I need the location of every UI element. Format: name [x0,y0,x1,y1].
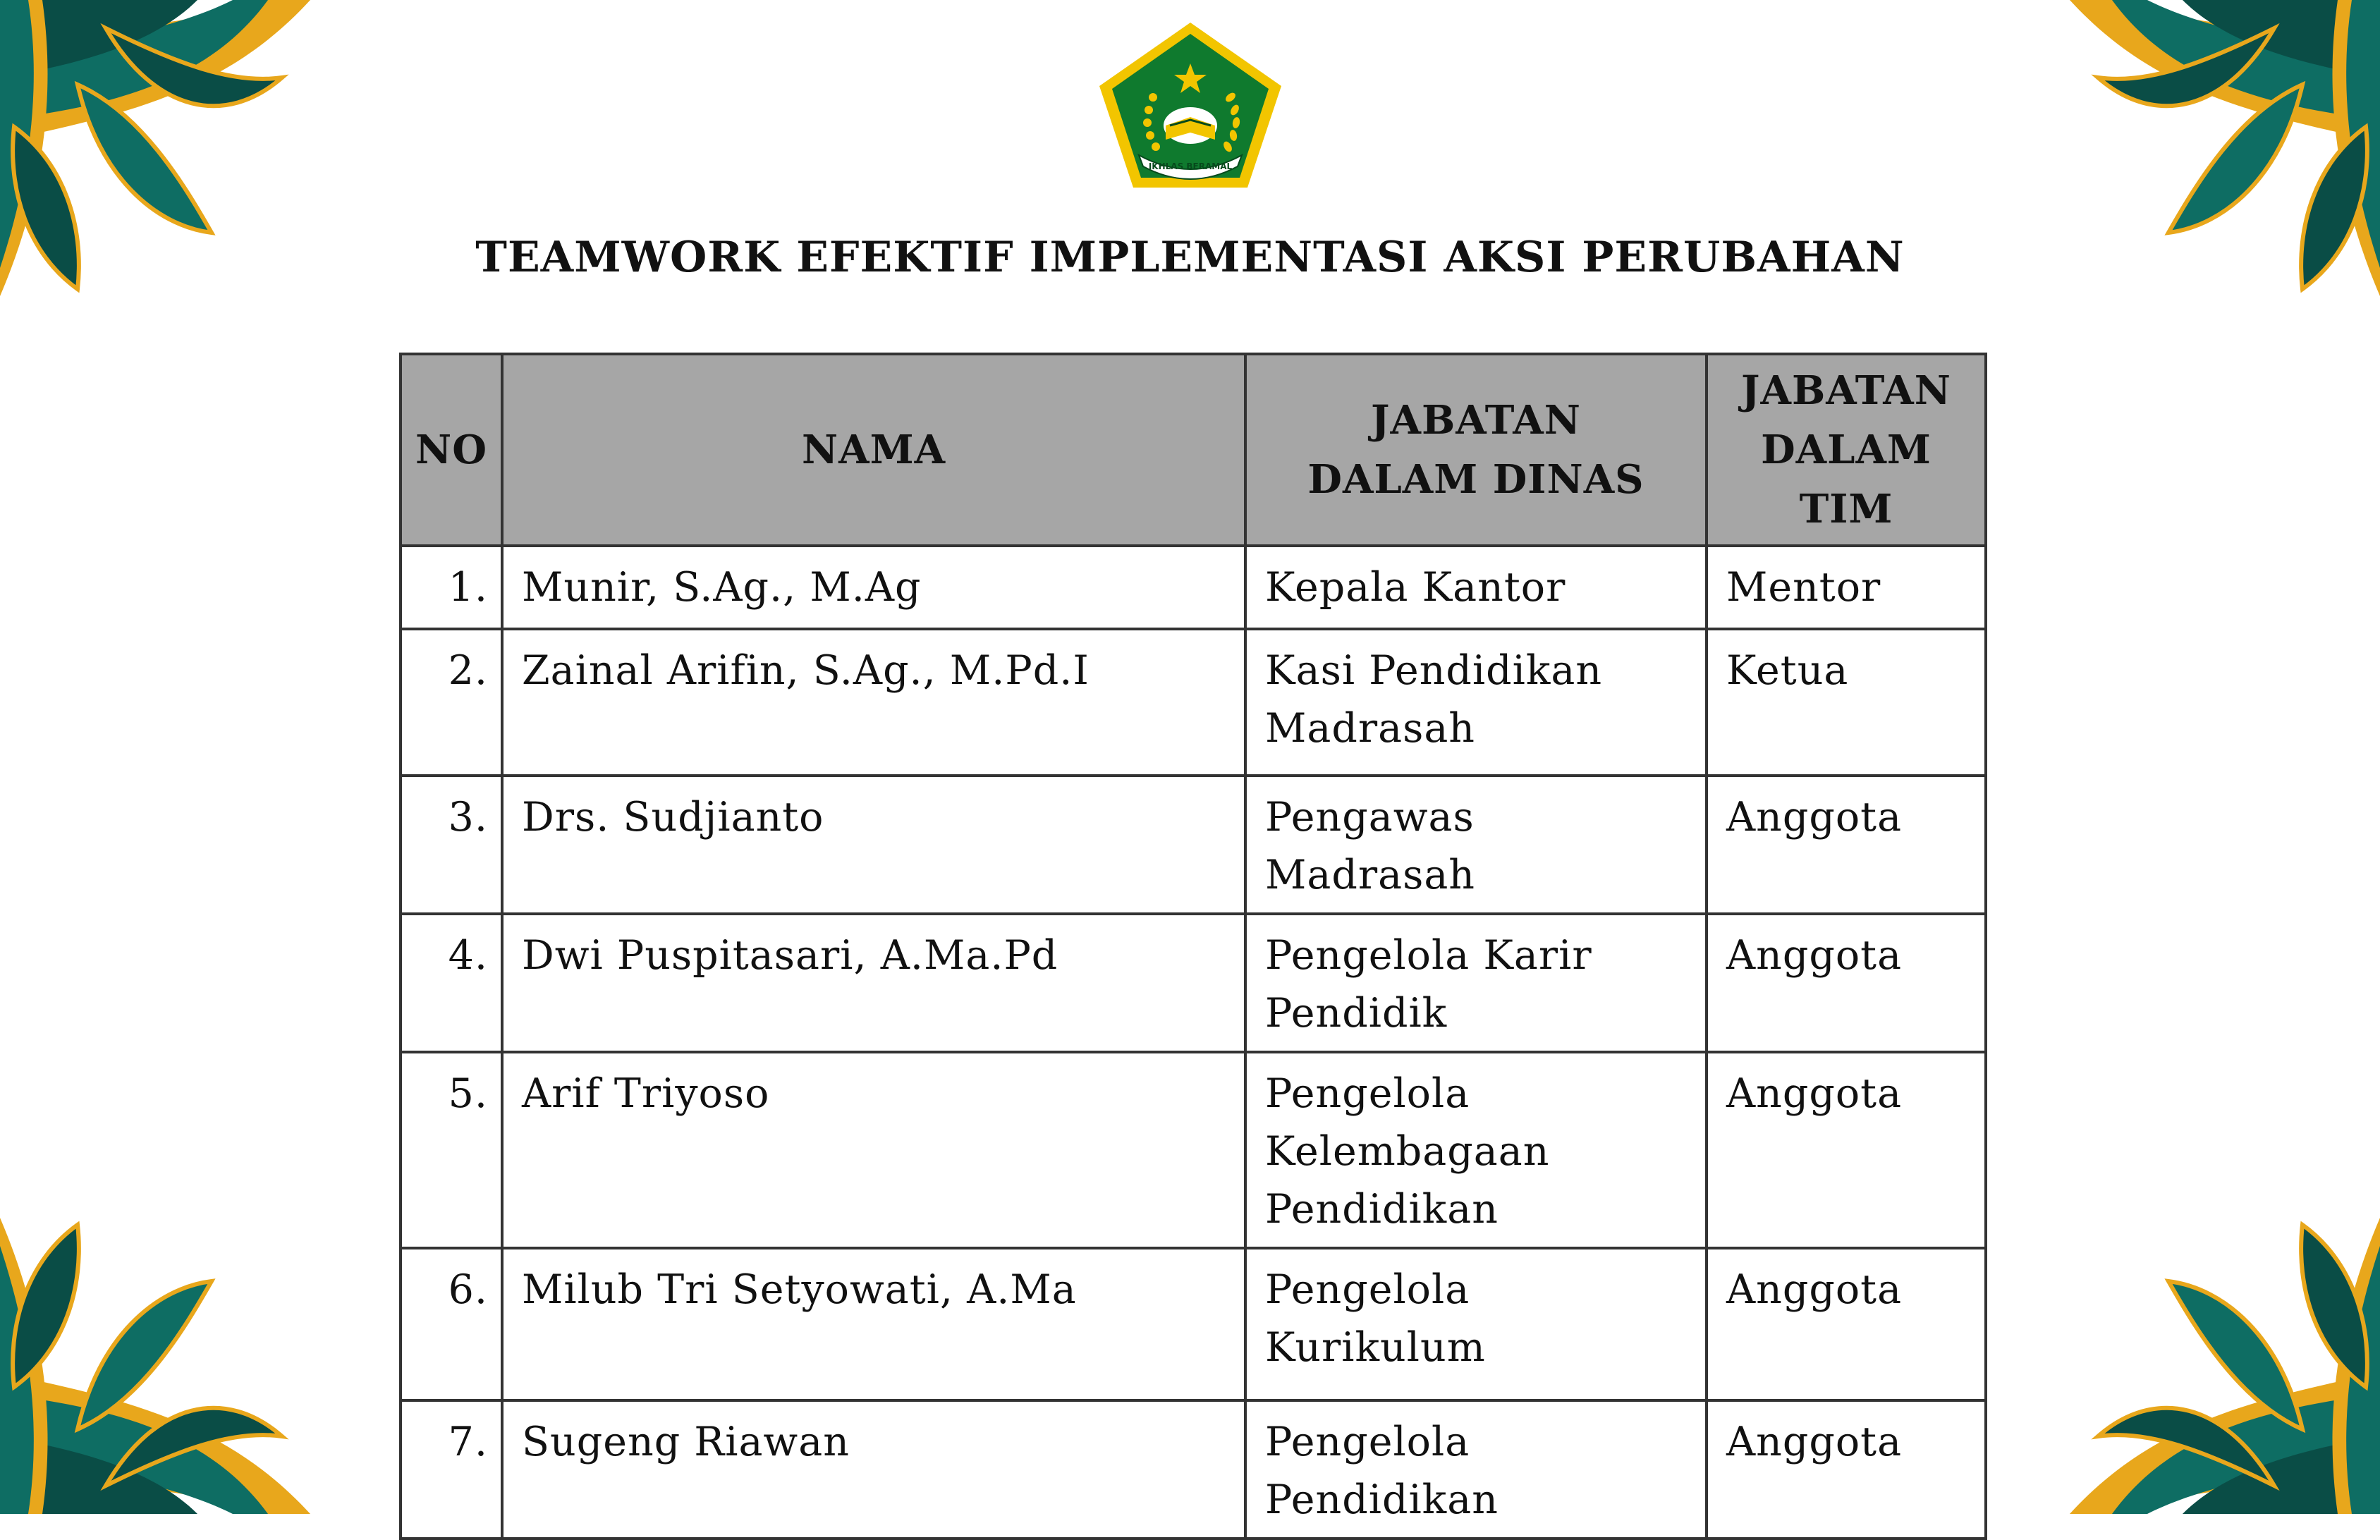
row-jabatan-tim: Anggota [1707,776,1986,914]
header-jabatan-tim: JABATAN DALAM TIM [1707,354,1986,546]
row-jabatan-tim: Anggota [1707,1400,1986,1539]
row-jabatan-dinas: Pengelola Pendidikan [1245,1400,1707,1539]
row-no: 7. [401,1400,502,1539]
row-nama: Arif Triyoso [502,1052,1245,1248]
table-row [401,629,1986,776]
header-jabatan-dinas: JABATAN DALAM DINAS [1245,354,1707,546]
row-no: 4. [401,914,502,1052]
header-nama: NAMA [502,354,1245,546]
floral-corner-bottom-right-icon [2070,1204,2380,1514]
table-header-row [401,354,1986,546]
page-title: TEAMWORK EFEKTIF IMPLEMENTASI AKSI PERUBAHAN [475,233,1905,282]
row-jabatan-tim: Anggota [1707,914,1986,1052]
row-nama: Milub Tri Setyowati, A.Ma [502,1248,1245,1400]
team-table [399,353,1987,1540]
row-jabatan-dinas: Kepala Kantor [1245,546,1707,629]
row-no: 2. [401,629,502,776]
row-no: 5. [401,1052,502,1248]
row-jabatan-tim: Mentor [1707,546,1986,629]
row-nama: Sugeng Riawan [502,1400,1245,1539]
row-nama: Dwi Puspitasari, A.Ma.Pd [502,914,1245,1052]
row-nama: Zainal Arifin, S.Ag., M.Pd.I [502,629,1245,776]
row-jabatan-tim: Ketua [1707,629,1986,776]
row-nama: Munir, S.Ag., M.Ag [502,546,1245,629]
row-no: 3. [401,776,502,914]
row-jabatan-tim: Anggota [1707,1052,1986,1248]
row-jabatan-dinas: Pengelola Kelembagaan Pendidikan [1245,1052,1707,1248]
kemenag-emblem-icon [1097,20,1284,190]
table-row [401,776,1986,914]
table-row [401,1400,1986,1539]
row-no: 1. [401,546,502,629]
table-row [401,914,1986,1052]
row-nama: Drs. Sudjianto [502,776,1245,914]
table-row [401,1052,1986,1248]
row-jabatan-tim: Anggota [1707,1248,1986,1400]
table-row [401,1248,1986,1400]
row-no: 6. [401,1248,502,1400]
row-jabatan-dinas: Pengelola Kurikulum [1245,1248,1707,1400]
row-jabatan-dinas: Pengelola Karir Pendidik [1245,914,1707,1052]
row-jabatan-dinas: Kasi Pendidikan Madrasah [1245,629,1707,776]
header-no: NO [401,354,502,546]
svg-text:IKHLAS BERAMAL: IKHLAS BERAMAL [1148,161,1233,171]
row-jabatan-dinas: Pengawas Madrasah [1245,776,1707,914]
floral-corner-bottom-left-icon [0,1204,310,1514]
table-row [401,546,1986,629]
